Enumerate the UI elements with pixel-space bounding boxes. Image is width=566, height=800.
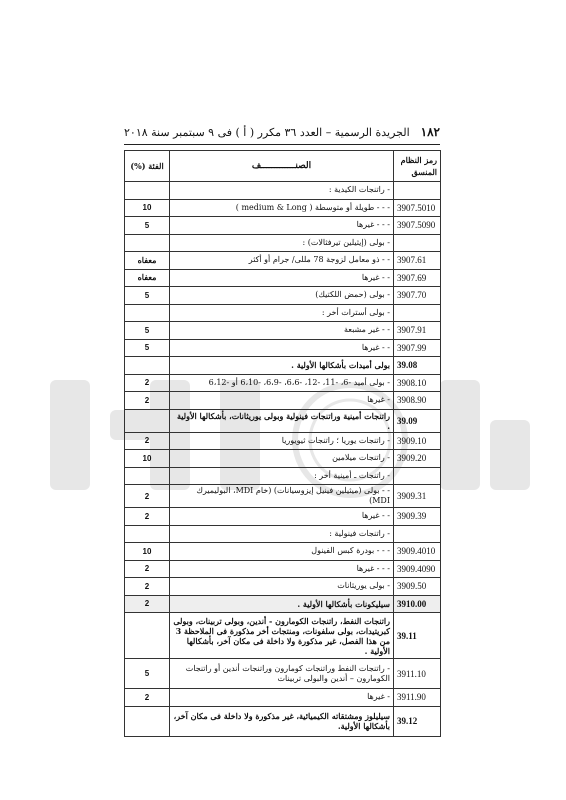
row-description: - - ذو معامل لزوجة 78 مللى/ جرام أو أكثر <box>170 252 394 270</box>
row-code <box>394 525 441 543</box>
row-rate: 2 <box>125 508 170 526</box>
row-code: 3907.5090 <box>394 217 441 235</box>
row-description: - - - بودرة كبس الفينول <box>170 543 394 561</box>
row-code: 3911.90 <box>394 689 441 707</box>
table-row <box>125 543 441 561</box>
row-rate <box>125 525 170 543</box>
table-row <box>125 374 441 392</box>
row-code <box>394 234 441 252</box>
row-rate <box>125 357 170 375</box>
row-description: - - - طويلة أو متوسطة ( medium & Long ) <box>170 199 394 217</box>
row-rate <box>125 706 170 736</box>
table-row <box>125 322 441 340</box>
row-rate <box>125 182 170 200</box>
table-row <box>125 595 441 613</box>
row-rate <box>125 304 170 322</box>
table-row <box>125 357 441 375</box>
header-code: رمز النظام المنسق <box>394 151 441 182</box>
row-rate: 2 <box>125 485 170 508</box>
table-row <box>125 485 441 508</box>
row-description: - راتنجات النفط وراتنجات كومارون وراتنجات أندين أو راتنجات الكومارون – أندين والبولى تربينات <box>170 659 394 689</box>
row-code: 3909.31 <box>394 485 441 508</box>
row-rate: 2 <box>125 392 170 410</box>
row-description: - بولى أسترات أخر : <box>170 304 394 322</box>
table-row <box>125 339 441 357</box>
row-rate: 10 <box>125 450 170 468</box>
row-code: 3907.70 <box>394 287 441 305</box>
row-rate: معفاه <box>125 269 170 287</box>
row-description: - بولى (إيثيلين تيرفثالات) : <box>170 234 394 252</box>
table-row <box>125 467 441 485</box>
table-row <box>125 287 441 305</box>
page-header <box>124 122 440 145</box>
table-row <box>125 659 441 689</box>
table-row <box>125 525 441 543</box>
row-description: - بولى يوريثانات <box>170 578 394 596</box>
table-row <box>125 578 441 596</box>
table-row <box>125 234 441 252</box>
row-code: 3907.61 <box>394 252 441 270</box>
table-row <box>125 432 441 450</box>
row-code: 3910.00 <box>394 595 441 613</box>
row-code: 39.11 <box>394 613 441 659</box>
header-rate: الفئة (%) <box>125 151 170 182</box>
row-description: - بولى أميد -6، -11، -12، -6،6، -6،9، -6،10 أو -6،12 <box>170 374 394 392</box>
row-description: سيليكونات بأشكالها الأولية . <box>170 595 394 613</box>
row-description: - - بولى (ميثيلين فينيل إيزوسيانات) (خام MDI، البوليميرك MDI) <box>170 485 394 508</box>
row-description: - بولى (حمض اللكتيك) <box>170 287 394 305</box>
row-description: - راتنجات ميلامين <box>170 450 394 468</box>
row-rate: 2 <box>125 595 170 613</box>
row-rate <box>125 409 170 432</box>
table-header-row <box>125 151 441 182</box>
row-description: راتنجات أمينية وراتنجات فينولية وبولى يوريثانات، بأشكالها الأولية . <box>170 409 394 432</box>
row-code: 3909.50 <box>394 578 441 596</box>
row-rate: 10 <box>125 543 170 561</box>
row-rate: 2 <box>125 374 170 392</box>
row-rate: 2 <box>125 432 170 450</box>
row-description: - غيرها <box>170 689 394 707</box>
row-description: راتنجات النفط، راتنجات الكومارون - أندين، وبولى تربينات، وبولى كبريتيدات، بولى سلفونات، ومنتجات أخر مذكورة فى الملاحظة 3 من هذا الفصل، غير مذكورة ولا داخلة فى مكان آخر، بأشكالها الأولية . <box>170 613 394 659</box>
tariff-table <box>124 150 441 737</box>
header-title: الجريدة الرسمية – العدد ٣٦ مكرر ( أ ) فى ٩ سبتمبر سنة ٢٠١٨ <box>124 125 410 139</box>
row-code: 3911.10 <box>394 659 441 689</box>
row-rate: 5 <box>125 287 170 305</box>
row-code <box>394 304 441 322</box>
row-code: 3907.5010 <box>394 199 441 217</box>
table-row <box>125 392 441 410</box>
row-rate: 2 <box>125 578 170 596</box>
row-code: 3909.4090 <box>394 560 441 578</box>
table-row <box>125 689 441 707</box>
row-code: 39.08 <box>394 357 441 375</box>
row-description: - - غيرها <box>170 339 394 357</box>
row-code <box>394 182 441 200</box>
table-row <box>125 182 441 200</box>
table-row <box>125 269 441 287</box>
row-description: - راتنجات ـ أمينية أخر : <box>170 467 394 485</box>
table-row <box>125 613 441 659</box>
row-rate: 5 <box>125 659 170 689</box>
row-code: 3908.90 <box>394 392 441 410</box>
row-rate <box>125 613 170 659</box>
row-description: - - غير مشبعة <box>170 322 394 340</box>
row-code <box>394 467 441 485</box>
row-code: 3908.10 <box>394 374 441 392</box>
row-code: 3909.10 <box>394 432 441 450</box>
row-code: 3909.39 <box>394 508 441 526</box>
row-rate <box>125 467 170 485</box>
row-code: 3909.20 <box>394 450 441 468</box>
row-description: - راتنجات فينولية : <box>170 525 394 543</box>
row-code: 3907.99 <box>394 339 441 357</box>
header-description: الصنـــــــــــــف <box>170 151 394 182</box>
table-row <box>125 409 441 432</box>
table-row <box>125 706 441 736</box>
table-row <box>125 508 441 526</box>
row-rate: 2 <box>125 689 170 707</box>
row-rate: 10 <box>125 199 170 217</box>
row-description: - راتنجات الكيدية : <box>170 182 394 200</box>
row-description: - راتنجات يوريا ؛ راتنجات ثيويوريا <box>170 432 394 450</box>
row-description: - - - غيرها <box>170 217 394 235</box>
row-rate: 5 <box>125 339 170 357</box>
row-code: 3907.69 <box>394 269 441 287</box>
row-rate: 5 <box>125 217 170 235</box>
table-row <box>125 252 441 270</box>
row-code: 39.12 <box>394 706 441 736</box>
row-code: 3907.91 <box>394 322 441 340</box>
table-row <box>125 450 441 468</box>
row-description: بولى أميدات بأشكالها الأولية . <box>170 357 394 375</box>
page-number: ١٨٢ <box>420 125 440 139</box>
row-description: - - غيرها <box>170 508 394 526</box>
row-code: 3909.4010 <box>394 543 441 561</box>
row-description: سيليلوز ومشتقاته الكيميائية، غير مذكورة ولا داخلة فى مكان آخر، بأشكالها الأولية. <box>170 706 394 736</box>
table-row <box>125 304 441 322</box>
row-code: 39.09 <box>394 409 441 432</box>
table-row <box>125 217 441 235</box>
row-rate: 5 <box>125 322 170 340</box>
row-description: - - غيرها <box>170 269 394 287</box>
table-row <box>125 199 441 217</box>
row-description: - غيرها <box>170 392 394 410</box>
row-rate: 2 <box>125 560 170 578</box>
row-rate: معفاه <box>125 252 170 270</box>
row-description: - - - غيرها <box>170 560 394 578</box>
table-body <box>125 182 441 737</box>
table-row <box>125 560 441 578</box>
row-rate <box>125 234 170 252</box>
